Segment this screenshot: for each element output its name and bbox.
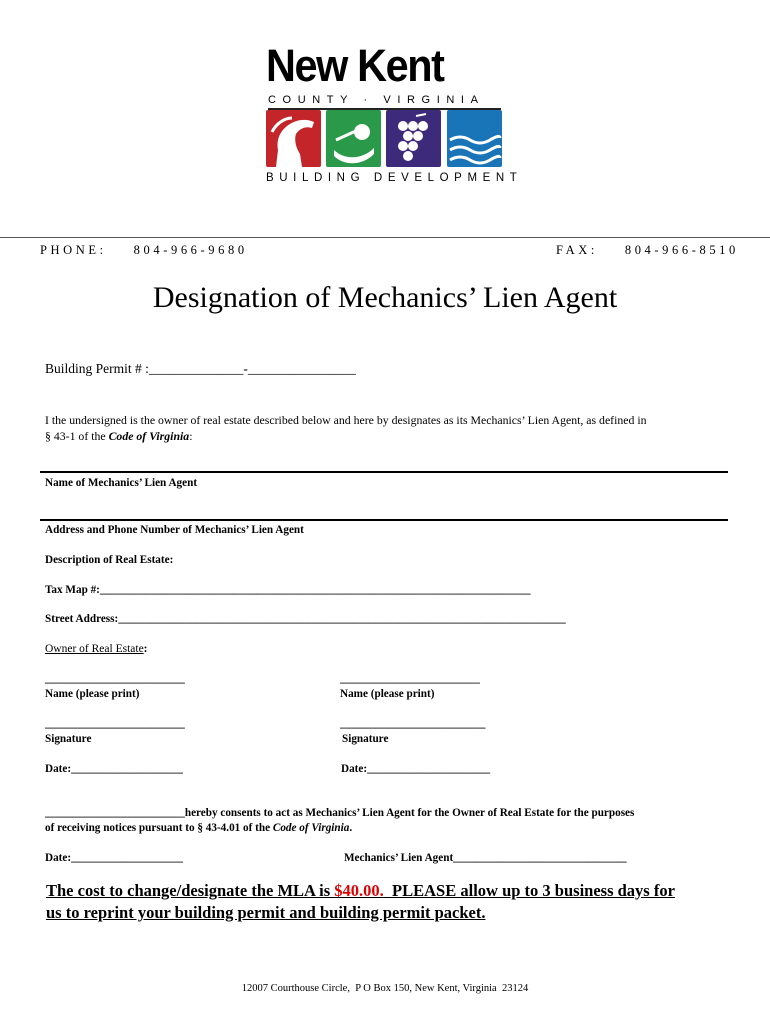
- intro-line-1: I the undersigned is the owner of real estate described below and here by designates as its Mechanics’ Lien Agent, as defined in: [45, 413, 647, 427]
- phone-number: 804-966-9680: [133, 243, 248, 257]
- water-icon: [447, 110, 502, 167]
- intro-colon: :: [189, 429, 193, 443]
- consent-line-1[interactable]: _________________________hereby consents to act as Mechanics’ Lien Agent for the Owner of Real Estate for the purposes: [45, 807, 635, 819]
- cost-line-2: us to reprint your building permit and building permit packet.: [46, 903, 486, 922]
- consent-code: Code of Virginia: [272, 822, 350, 834]
- agent-name-label: Name of Mechanics’ Lien Agent: [45, 477, 198, 489]
- page-title: Designation of Mechanics’ Lien Agent: [152, 281, 618, 314]
- fax-number: 804-966-8510: [624, 243, 739, 257]
- signature-blank-right[interactable]: __________________________: [340, 718, 486, 730]
- tax-map-field[interactable]: Tax Map #:_____________________________________________________________________________: [45, 584, 531, 596]
- name-print-label-right: Name (please print): [340, 688, 435, 700]
- fax-line: [556, 243, 739, 258]
- name-blank-right[interactable]: _________________________: [340, 673, 480, 685]
- footer-address: 12007 Courthouse Circle, P O Box 150, New Kent, Virginia 23124: [241, 983, 529, 994]
- logo-name: New Kent: [266, 40, 444, 91]
- golf-icon: [326, 110, 381, 167]
- name-print-label-left: Name (please print): [45, 688, 140, 700]
- agent-address-label: Address and Phone Number of Mechanics’ Lien Agent: [45, 524, 304, 536]
- intro-text: § 43-1 of the: [45, 429, 109, 443]
- logo-county: COUNTY · VIRGINIA: [268, 94, 485, 106]
- cost-amount: $40.00.: [334, 881, 384, 900]
- cost-suffix: PLEASE allow up to 3 business days for: [383, 881, 675, 900]
- owner-colon: :: [143, 643, 148, 655]
- consent-text: of receiving notices pursuant to § 43-4.01 of the: [45, 822, 273, 834]
- permit-number-field[interactable]: Building Permit # :______________-________________: [45, 361, 356, 376]
- mla-field[interactable]: Mechanics’ Lien Agent_______________________________: [344, 852, 627, 864]
- consent-line-2: [45, 822, 352, 834]
- consent-period: .: [349, 822, 353, 834]
- owner-label-text: Owner of Real Estate: [45, 643, 144, 655]
- cost-notice: [46, 880, 675, 924]
- fax-label: FAX:: [556, 243, 598, 257]
- logo-tiles: [266, 110, 502, 167]
- date-field-left[interactable]: Date:____________________: [45, 763, 183, 775]
- signature-blank-left[interactable]: _________________________: [45, 718, 185, 730]
- grapes-icon: [386, 110, 441, 167]
- signature-label-right: Signature: [342, 733, 389, 745]
- date-field-bottom[interactable]: Date:____________________: [45, 852, 183, 864]
- agent-name-line[interactable]: [40, 471, 728, 473]
- horse-icon: [266, 110, 321, 167]
- date-field-right[interactable]: Date:______________________: [341, 763, 491, 775]
- signature-label-left: Signature: [45, 733, 92, 745]
- header-divider: [0, 237, 770, 238]
- name-blank-left[interactable]: _________________________: [45, 673, 185, 685]
- intro-line-2: [45, 429, 192, 444]
- street-address-field[interactable]: Street Address:________________________________________________________________________________: [45, 613, 566, 625]
- logo-department: BUILDING DEVELOPMENT: [266, 172, 523, 184]
- description-label: Description of Real Estate:: [45, 554, 174, 566]
- phone-line: [40, 243, 248, 258]
- phone-label: PHONE:: [40, 243, 107, 257]
- cost-prefix: The cost to change/designate the MLA is: [46, 881, 335, 900]
- agent-address-line[interactable]: [40, 519, 728, 521]
- code-of-virginia: Code of Virginia: [108, 429, 190, 443]
- owner-label: [45, 643, 148, 655]
